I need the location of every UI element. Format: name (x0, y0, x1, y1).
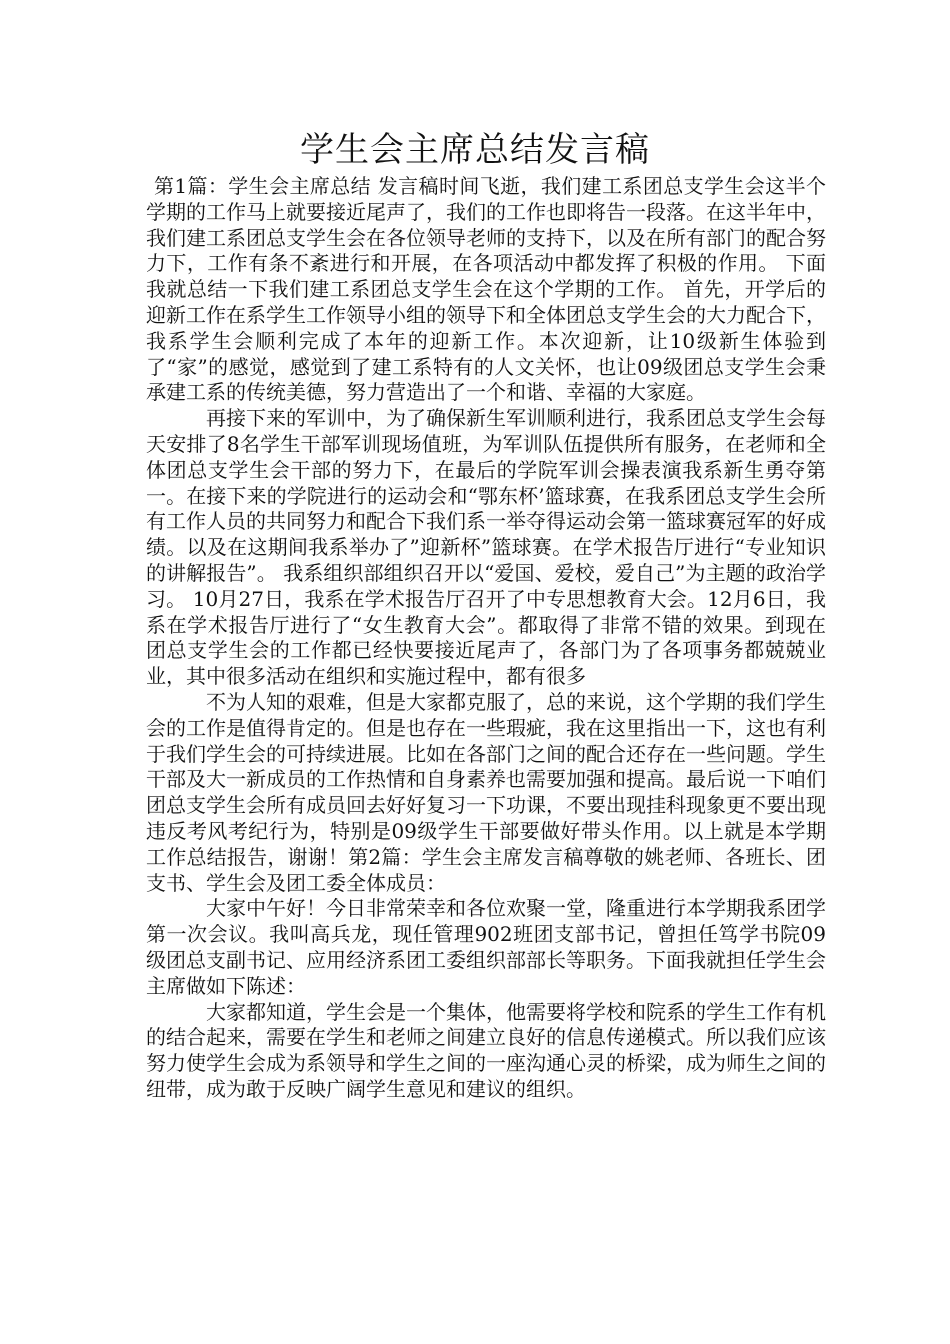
paragraph-3: 不为人知的艰难，但是大家都克服了，总的来说，这个学期的我们学生会的工作是值得肯定的。但是也存在一些瑕疵，我在这里指出一下，这也有利于我们学生会的可持续进展。比如在各部门之间的配合还存在一些问题。学生干部及大一新成员的工作热情和自身素养也需要加强和提高。最后说一下咱们团总支学生会所有成员回去好好复习一下功课，不要出现挂科现象更不要出现违反考风考纪行为，特别是09级学生干部要做好带头作用。以上就是本学期工作总结报告，谢谢！第2篇：学生会主席发言稿尊敬的姚老师、各班长、团支书、学生会及团工委全体成员： (146, 689, 826, 895)
paragraph-1: 第1篇：学生会主席总结 发言稿时间飞逝，我们建工系团总支学生会这半个学期的工作马上就要接近尾声了，我们的工作也即将告一段落。在这半年中，我们建工系团总支学生会在各位领导老师的支持下，以及在所有部门的配合努力下，工作有条不紊进行和开展，在各项活动中都发挥了积极的作用。 下面我就总结一下我们建工系团总支学生会在这个学期的工作。 首先，开学后的迎新工作在系学生工作领导小组的领导下和全体团总支学生会的大力配合下，我系学生会顺利完成了本年的迎新工作。本次迎新，让10级新生体验到了“家”的感觉，感觉到了建工系特有的人文关怀，也让09级团总支学生会秉承建工系的传统美德，努力营造出了一个和谐、幸福的大家庭。 (146, 174, 826, 405)
paragraph-4: 大家中午好！今日非常荣幸和各位欢聚一堂，隆重进行本学期我系团学第一次会议。我叫高兵龙，现任管理902班团支部书记，曾担任笃学书院09级团总支副书记、应用经济系团工委组织部部长等职务。下面我就担任学生会主席做如下陈述： (146, 896, 826, 998)
document-title: 学生会主席总结发言稿 (300, 130, 650, 170)
paragraph-2: 再接下来的军训中，为了确保新生军训顺利进行，我系团总支学生会每天安排了8名学生干部军训现场值班，为军训队伍提供所有服务，在老师和全体团总支学生会干部的努力下，在最后的学院军训会操表演我系新生勇夺第一。在接下来的学院进行的运动会和“鄂东杯’篮球赛，在我系团总支学生会所有工作人员的共同努力和配合下我们系一举夺得运动会第一篮球赛冠军的好成绩。以及在这期间我系举办了”迎新杯”篮球赛。在学术报告厅进行“专业知识的讲解报告”。 我系组织部组织召开以“爱国、爱校，爱自己”为主题的政治学习。 10月27日，我系在学术报告厅召开了中专思想教育大会。12月6日，我系在学术报告厅进行了“女生教育大会”。都取得了非常不错的效果。到现在团总支学生会的工作都已经快要接近尾声了，各部门为了各项事务都兢兢业业，其中很多活动在组织和实施过程中，都有很多 (146, 406, 826, 689)
document-body (146, 174, 826, 1103)
paragraph-5: 大家都知道，学生会是一个集体，他需要将学校和院系的学生工作有机的结合起来，需要在学生和老师之间建立良好的信息传递模式。所以我们应该努力使学生会成为系领导和学生之间的一座沟通心灵的桥梁，成为师生之间的纽带，成为敢于反映广阔学生意见和建议的组织。 (146, 999, 826, 1101)
